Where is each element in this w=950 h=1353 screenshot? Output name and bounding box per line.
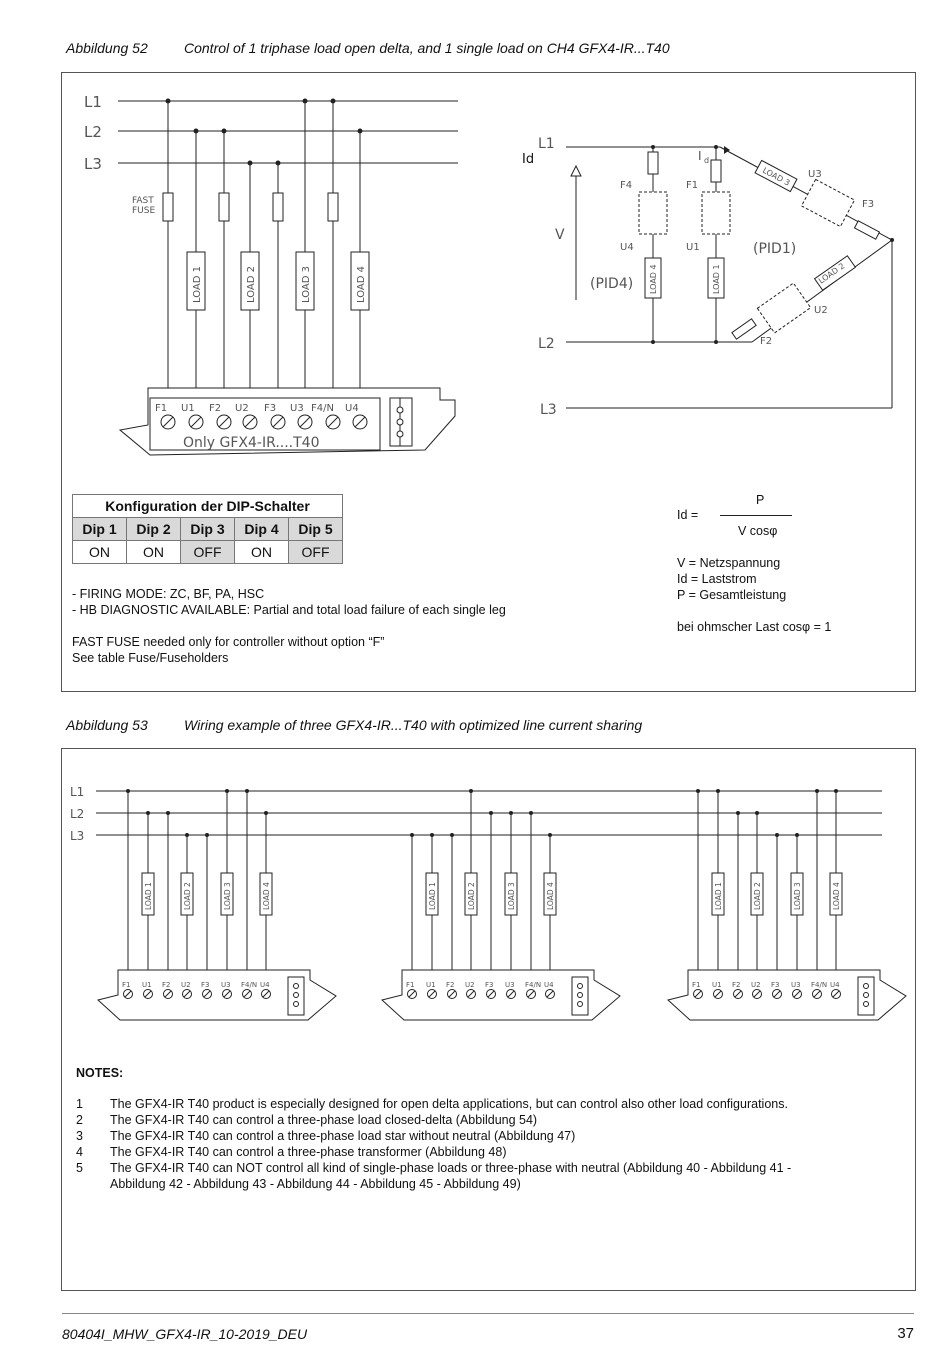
dip-header-4: Dip 4 — [235, 518, 289, 541]
note-item: 5 The GFX4-IR T40 can NOT control all kind of single-phase loads or three-phase with neutral (Abbildung 40 - Abbildung 41 - — [76, 1161, 792, 1175]
schem-fuse-f2: F2 — [760, 336, 773, 347]
load-3-label: LOAD 3 — [301, 266, 312, 303]
fig53-terminal: U3 — [221, 981, 231, 989]
info-firing-mode: - FIRING MODE: ZC, BF, PA, HSC — [72, 587, 265, 601]
terminal-u3: U3 — [290, 403, 304, 414]
fig53-load-4-label: LOAD 4 — [262, 882, 271, 910]
schem-unit-u3: U3 — [808, 169, 822, 180]
gfx4-unit-2 — [382, 789, 620, 1020]
schem-line-l2: L2 — [538, 336, 555, 352]
fig53-terminal: U4 — [830, 981, 840, 989]
fig53-terminal: F4/N — [525, 981, 542, 989]
figure-53-title: Wiring example of three GFX4-IR...T40 with optimized line current sharing — [184, 717, 643, 733]
figure-53-number: Abbildung 53 — [66, 717, 148, 733]
schem-unit-u1: U1 — [686, 242, 700, 253]
note-item: Abbildung 42 - Abbildung 43 - Abbildung 44 - Abbildung 45 - Abbildung 49) — [110, 1177, 521, 1191]
note-item: 3 The GFX4-IR T40 can control a three-phase load star without neutral (Abbildung 47) — [76, 1129, 576, 1143]
schem-fuse-f1: F1 — [686, 180, 699, 191]
fig53-load-4-label: LOAD 4 — [546, 882, 555, 910]
line-label-l2: L2 — [84, 123, 102, 141]
formula-lhs: Id = — [677, 508, 699, 522]
terminal-u1: U1 — [181, 403, 195, 414]
dip-table-title: Konfiguration der DIP-Schalter — [73, 495, 343, 518]
footer-rule — [62, 1313, 914, 1314]
terminal-u4: U4 — [345, 403, 359, 414]
fig53-terminal: U4 — [544, 981, 554, 989]
schem-unit-u4: U4 — [620, 242, 634, 253]
fig53-load-3-label: LOAD 3 — [507, 882, 516, 910]
formula-v: V = Netzspannung — [677, 556, 781, 570]
info-fast-fuse: FAST FUSE needed only for controller without option “F” — [72, 635, 385, 649]
module-label: Only GFX4-IR....T40 — [183, 435, 320, 451]
fig53-load-1-label: LOAD 1 — [144, 882, 153, 910]
notes-title: NOTES: — [76, 1066, 124, 1080]
schem-line-l1: L1 — [538, 136, 555, 152]
schem-pid1: (PID1) — [753, 241, 797, 257]
formula-ohm: bei ohmscher Last cosφ = 1 — [677, 620, 832, 634]
dip-header-5: Dip 5 — [289, 518, 343, 541]
fig53-line-l3: L3 — [70, 829, 85, 843]
fig53-terminal: U3 — [505, 981, 515, 989]
fig53-load-3-label: LOAD 3 — [223, 882, 232, 910]
fig53-terminal: F3 — [485, 981, 494, 989]
dip-header-3: Dip 3 — [181, 518, 235, 541]
schem-load-3: LOAD 3 — [761, 165, 792, 188]
fig53-load-3-label: LOAD 3 — [793, 882, 802, 910]
note-item: 2 The GFX4-IR T40 can control a three-phase load closed-delta (Abbildung 54) — [76, 1113, 538, 1127]
fig53-terminal: U1 — [712, 981, 722, 989]
dip-value-4: ON — [235, 541, 289, 564]
terminal-f3: F3 — [264, 403, 277, 414]
fig53-terminal: F1 — [406, 981, 415, 989]
footer-document-id: 80404I_MHW_GFX4-IR_10-2019_DEU — [62, 1326, 308, 1342]
load-1-label: LOAD 1 — [192, 266, 203, 303]
fig53-terminal: F1 — [122, 981, 131, 989]
schem-line-l3: L3 — [540, 402, 557, 418]
dip-header-1: Dip 1 — [73, 518, 127, 541]
schem-id-current: I — [698, 149, 702, 163]
fig53-load-4-label: LOAD 4 — [832, 882, 841, 910]
note-item: 4 The GFX4-IR T40 can control a three-phase transformer (Abbildung 48) — [76, 1145, 507, 1159]
terminal-f1: F1 — [155, 403, 168, 414]
terminal-f2: F2 — [209, 403, 222, 414]
fig53-line-l2: L2 — [70, 807, 85, 821]
fig53-terminal: F2 — [446, 981, 455, 989]
schem-load-1: LOAD 1 — [712, 264, 721, 294]
dip-value-3: OFF — [181, 541, 235, 564]
info-fuse-table: See table Fuse/Fuseholders — [72, 651, 229, 665]
schem-id-sub: d — [704, 156, 710, 165]
formula-id: Id = Laststrom — [677, 572, 757, 586]
fig53-load-2-label: LOAD 2 — [183, 882, 192, 910]
schem-v-label: V — [555, 227, 565, 243]
schem-fuse-f3: F3 — [862, 199, 875, 210]
schem-unit-u2: U2 — [814, 305, 828, 316]
fig53-terminal: F3 — [771, 981, 780, 989]
fig53-terminal: U2 — [465, 981, 475, 989]
fig53-terminal: U2 — [751, 981, 761, 989]
note-item: 1 The GFX4-IR T40 product is especially designed for open delta applications, but can control also other load configurations. — [76, 1097, 788, 1111]
fig53-terminal: F3 — [201, 981, 210, 989]
dip-value-2: ON — [127, 541, 181, 564]
fig53-load-1-label: LOAD 1 — [428, 882, 437, 910]
schem-load-2: LOAD 2 — [816, 261, 847, 286]
schem-id-label: Id — [522, 152, 535, 167]
load-4-label: LOAD 4 — [356, 266, 367, 303]
fuse-label-fast: FAST — [132, 196, 154, 206]
dip-value-1: ON — [73, 541, 127, 564]
schem-pid4: (PID4) — [590, 276, 634, 292]
fig53-terminal: U1 — [142, 981, 152, 989]
formula-p: P = Gesamtleistung — [677, 588, 787, 602]
fig53-line-l1: L1 — [70, 785, 85, 799]
dip-header-2: Dip 2 — [127, 518, 181, 541]
fig53-terminal: U4 — [260, 981, 270, 989]
fig53-terminal: F4/N — [811, 981, 828, 989]
fig53-load-2-label: LOAD 2 — [753, 882, 762, 910]
formula-numerator: P — [756, 493, 765, 507]
info-hb-diagnostic: - HB DIAGNOSTIC AVAILABLE: Partial and total load failure of each single leg — [72, 603, 506, 617]
line-label-l1: L1 — [84, 93, 102, 111]
schem-fuse-f4: F4 — [620, 180, 633, 191]
fig53-terminal: F4/N — [241, 981, 258, 989]
gfx4-unit-1 — [98, 789, 336, 1020]
formula-denominator: V cosφ — [738, 524, 778, 538]
load-2-label: LOAD 2 — [246, 266, 257, 303]
notes-block — [76, 1066, 856, 1192]
fig53-terminal: F1 — [692, 981, 701, 989]
footer-page-number: 37 — [897, 1325, 914, 1342]
fig53-terminal: U1 — [426, 981, 436, 989]
terminal-f4n: F4/N — [311, 403, 334, 414]
line-label-l3: L3 — [84, 155, 102, 173]
fig53-terminal: F2 — [732, 981, 741, 989]
terminal-u2: U2 — [235, 403, 249, 414]
fig53-terminal: F2 — [162, 981, 171, 989]
fig53-terminal: U3 — [791, 981, 801, 989]
figure-52-number: Abbildung 52 — [66, 40, 148, 56]
gfx4-unit-3 — [668, 789, 906, 1020]
fig53-terminal: U2 — [181, 981, 191, 989]
fig53-load-2-label: LOAD 2 — [467, 882, 476, 910]
schem-load-4: LOAD 4 — [649, 264, 658, 294]
fuse-label-fuse: FUSE — [132, 206, 156, 216]
figure-52-title: Control of 1 triphase load open delta, and 1 single load on CH4 GFX4-IR...T40 — [184, 40, 670, 56]
dip-value-5: OFF — [289, 541, 343, 564]
fig53-load-1-label: LOAD 1 — [714, 882, 723, 910]
